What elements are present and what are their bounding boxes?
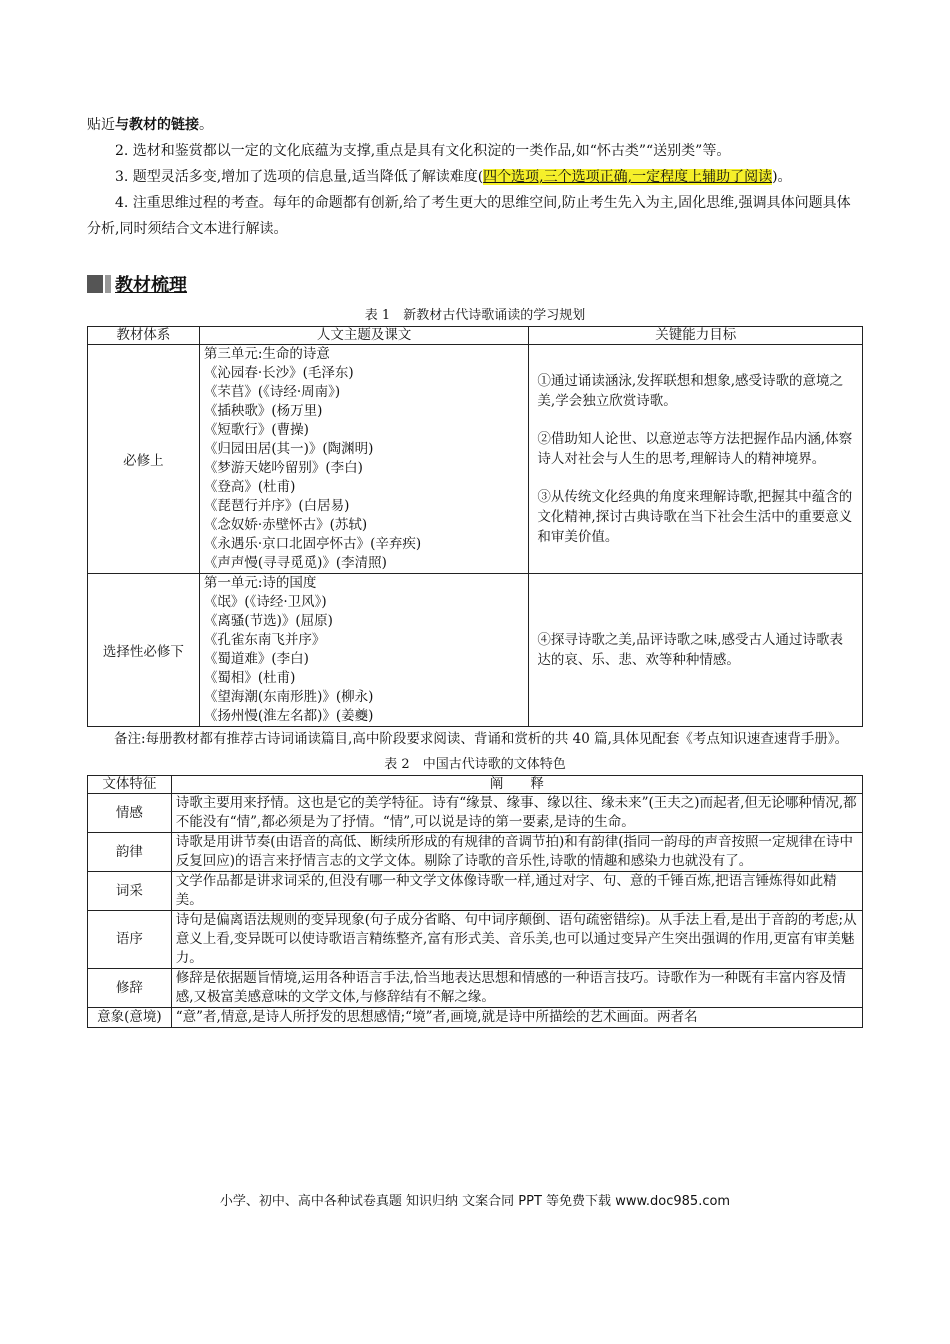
intro-line-0: 贴近与教材的链接。 (87, 117, 213, 133)
explanation-cell: 诗歌主要用来抒情。这也是它的美学特征。诗有“缘景、缘事、缘以往、缘未来”(王夫之)而起者,但无论哪种情况,都不能没有“情”,都必须是为了抒情。“情”,可以说是诗的第一要素,是诗的生命。 (171, 794, 862, 833)
table-header: 阐 释 (171, 776, 862, 794)
page-footer: 小学、初中、高中各种试卷真题 知识归纳 文案合同 PPT 等免费下载 www.doc985.com (219, 1194, 731, 1209)
table1 (87, 326, 863, 727)
table-row (88, 1008, 863, 1028)
feature-cell: 情感 (88, 794, 172, 833)
table-header: 人文主题及课文 (199, 327, 529, 345)
table-header: 关键能力目标 (529, 327, 863, 345)
explanation-cell: 诗句是偏离语法规则的变异现象(句子成分省略、句中词序颠倒、语句疏密错综)。从手法上看,是出于音韵的考虑;从意义上看,变异既可以使诗歌语言精练整齐,富有形式美、音乐美,也可以通过变异产生突出强调的作用,更富有审美魅力。 (171, 911, 862, 969)
highlighted-text: 四个选项,三个选项正确,一定程度上辅助了阅读 (483, 169, 773, 185)
works-cell: 第三单元:生命的诗意 《沁园春·长沙》(毛泽东) 《芣苢》(《诗经·周南》) 《插秧歌》(杨万里) 《短歌行》(曹操) 《归园田居(其一)》(陶渊明) 《梦游天姥吟留别》(李白) 《登高》(杜甫) 《琵琶行并序》(白居易) 《念奴娇·赤壁怀古》(苏轼) 《永遇乐·京口北固亭怀古》(辛弃疾) 《声声慢(寻寻觅觅)》(李清照) (199, 345, 529, 574)
feature-cell: 修辞 (88, 969, 172, 1008)
table2-caption: 表 2 中国古代诗歌的文体特色 (384, 757, 566, 772)
works-cell: 第一单元:诗的国度 《氓》(《诗经·卫风》) 《离骚(节选)》(屈原) 《孔雀东南飞并序》 《蜀道难》(李白) 《蜀相》(杜甫) 《望海潮(东南形胜)》(柳永) 《扬州慢(淮左名都)》(姜夔) (199, 574, 529, 727)
feature-cell: 词采 (88, 872, 172, 911)
table-row (88, 345, 863, 574)
table1-caption: 表 1 新教材古代诗歌诵读的学习规划 (364, 308, 586, 323)
intro-item-3: 3. 题型灵活多变,增加了选项的信息量,适当降低了解读难度(四个选项,三个选项正确,一定程度上辅助了阅读)。 (115, 169, 792, 185)
table-header: 文体特征 (88, 776, 172, 794)
feature-cell: 语序 (88, 911, 172, 969)
intro-item-2: 2. 选材和鉴赏都以一定的文化底蕴为支撑,重点是具有文化积淀的一类作品,如“怀古类”“送别类”等。 (115, 143, 731, 159)
goals-cell: ①通过诵读涵泳,发挥联想和想象,感受诗歌的意境之美,学会独立欣赏诗歌。 ②借助知人论世、以意逆志等方法把握作品内涵,体察诗人对社会与人生的思考,理解诗人的精神境界。 ③从传统文化经典的角度来理解诗歌,把握其中蕴含的文化精神,探讨古典诗歌在当下社会生活中的重要意义和审美价值。 (529, 345, 863, 574)
document-page (87, 112, 863, 1028)
section-heading (87, 270, 863, 298)
table-row (88, 872, 863, 911)
table-row (88, 969, 863, 1008)
feature-cell: 意象(意境) (88, 1008, 172, 1028)
section-marker-icon (87, 275, 103, 293)
table-header-row (88, 327, 863, 345)
feature-cell: 韵律 (88, 833, 172, 872)
table-row (88, 911, 863, 969)
section-title: 教材梳理 (115, 275, 187, 296)
explanation-cell: 诗歌是用讲节奏(由语音的高低、断续所形成的有规律的音调节拍)和有韵律(指同一韵母的声音按照一定规律在诗中反复回应)的语言来抒情言志的文学文体。剔除了诗歌的音乐性,诗歌的情趣和感染力也就没有了。 (171, 833, 862, 872)
goals-cell: ④探寻诗歌之美,品评诗歌之味,感受古人通过诗歌表达的哀、乐、悲、欢等种种情感。 (529, 574, 863, 727)
table-header-row (88, 776, 863, 794)
table-row (88, 794, 863, 833)
intro-item-4: 4. 注重思维过程的考查。每年的命题都有创新,给了考生更大的思维空间,防止考生先入为主,固化思维,强调具体问题具体分析,同时须结合文本进行解读。 (87, 195, 851, 237)
table-row (88, 833, 863, 872)
system-cell: 选择性必修下 (88, 574, 200, 727)
explanation-cell: 文学作品都是讲求词采的,但没有哪一种文学文体像诗歌一样,通过对字、句、意的千锤百炼,把语言锤炼得如此精美。 (171, 872, 862, 911)
table-row (88, 574, 863, 727)
table-header: 教材体系 (88, 327, 200, 345)
table2 (87, 775, 863, 1028)
explanation-cell: 修辞是依据题旨情境,运用各种语言手法,恰当地表达思想和情感的一种语言技巧。诗歌作为一种既有丰富内容及情感,又极富美感意味的文学文体,与修辞结有不解之缘。 (171, 969, 862, 1008)
table1-note: 备注:每册教材都有推荐古诗词诵读篇目,高中阶段要求阅读、背诵和赏析的共 40 篇,具体见配套《考点知识速查速背手册》。 (114, 731, 849, 747)
explanation-cell: “意”者,情意,是诗人所抒发的思想感情;“境”者,画境,就是诗中所描绘的艺术画面。两者名 (171, 1008, 862, 1028)
system-cell: 必修上 (88, 345, 200, 574)
